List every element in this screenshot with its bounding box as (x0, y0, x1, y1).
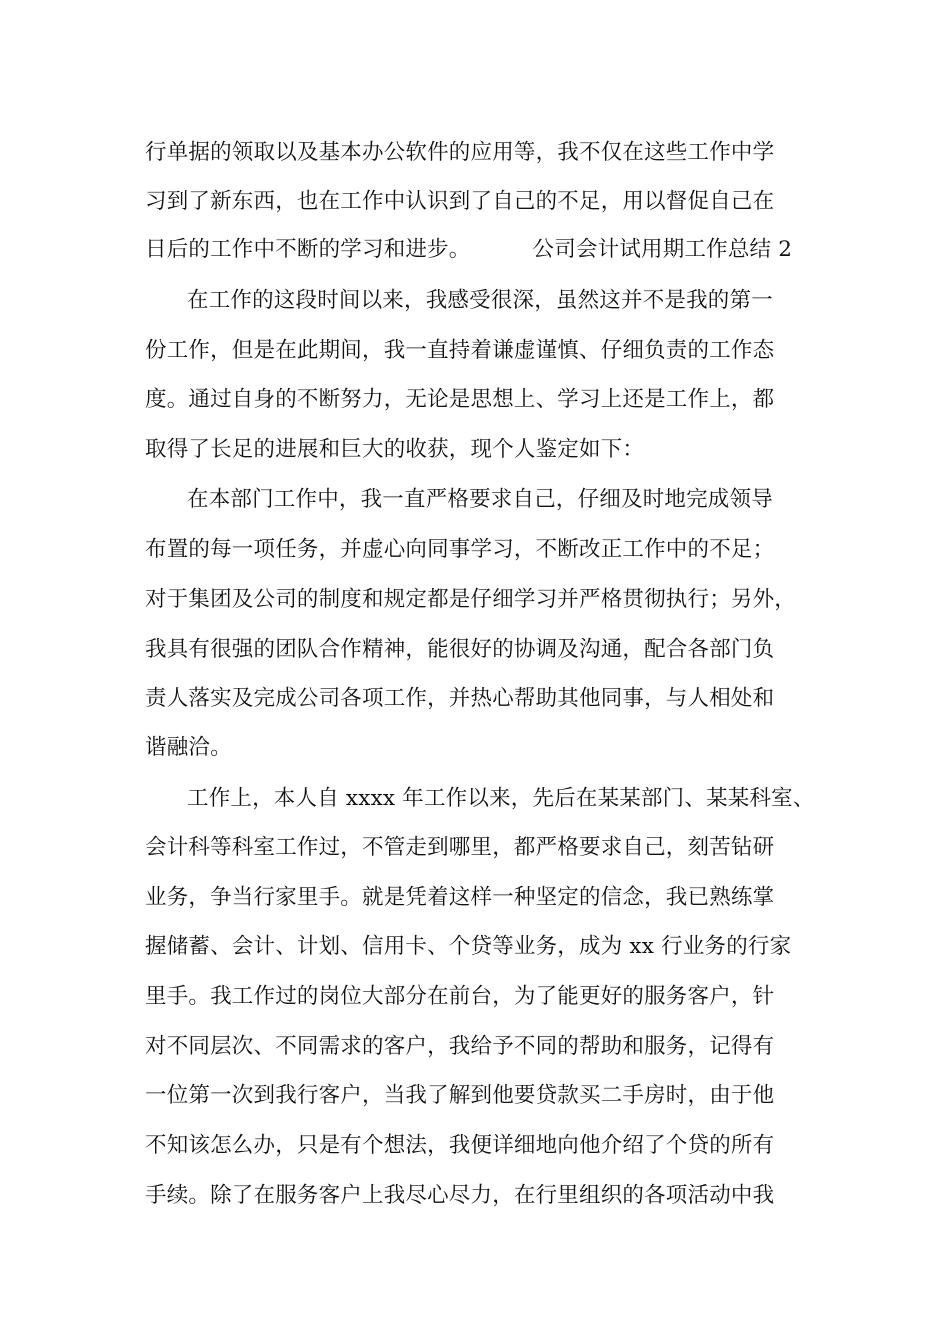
body-line-20: 一位第一次到我行客户，当我了解到他要贷款买二手房时，由于他 (145, 1083, 775, 1108)
body-line-14: 工作上，本人自 xxxx 年工作以来，先后在某某部门、某某科室、 (187, 786, 815, 811)
body-line-15: 会计科等科室工作过，不管走到哪里，都严格要求自己，刻苦钻研 (145, 835, 775, 860)
body-line-10: 对于集团及公司的制度和规定都是仔细学习并严格贯彻执行；另外， (145, 587, 797, 612)
body-line-11: 我具有很强的团队合作精神，能很好的协调及沟通，配合各部门负 (145, 637, 775, 662)
body-line-12: 责人落实及完成公司各项工作，并热心帮助其他同事，与人相处和 (145, 686, 775, 711)
body-line-6: 度。通过自身的不断努力，无论是思想上、学习上还是工作上，都 (145, 387, 775, 412)
body-line-19: 对不同层次、不同需求的客户，我给予不同的帮助和服务，记得有 (145, 1034, 775, 1059)
body-line-9: 布置的每一项任务，并虚心向同事学习，不断改正工作中的不足； (145, 537, 775, 562)
body-line-7: 取得了长足的进展和巨大的收获，现个人鉴定如下： (145, 437, 645, 462)
body-line-22: 手续。除了在服务客户上我尽心尽力，在行里组织的各项活动中我 (145, 1183, 775, 1208)
body-line-1: 行单据的领取以及基本办公软件的应用等，我不仅在这些工作中学 (145, 140, 775, 165)
body-line-13: 谐融洽。 (145, 735, 232, 760)
body-line-3-text: 日后的工作中不断的学习和进步。 (145, 237, 471, 262)
body-line-2: 习到了新东西，也在工作中认识到了自己的不足，用以督促自己在 (145, 189, 775, 214)
body-line-18: 里手。我工作过的岗位大部分在前台，为了能更好的服务客户，针 (145, 984, 775, 1009)
body-line-5: 份工作，但是在此期间，我一直持着谦虚谨慎、仔细负责的工作态 (145, 338, 775, 363)
body-line-21: 不知该怎么办，只是有个想法，我便详细地向他介绍了个贷的所有 (145, 1133, 775, 1158)
section-heading: 公司会计试用期工作总结 2 (532, 237, 793, 262)
body-line-16: 业务，争当行家里手。就是凭着这样一种坚定的信念，我已熟练掌 (145, 885, 775, 910)
body-line-17: 握储蓄、会计、计划、信用卡、个贷等业务，成为 xx 行业务的行家 (145, 934, 792, 959)
body-line-8: 在本部门工作中，我一直严格要求自己，仔细及时地完成领导 (187, 487, 773, 512)
body-line-3 (145, 235, 825, 265)
body-line-4: 在工作的这段时间以来，我感受很深，虽然这并不是我的第一 (187, 288, 773, 313)
